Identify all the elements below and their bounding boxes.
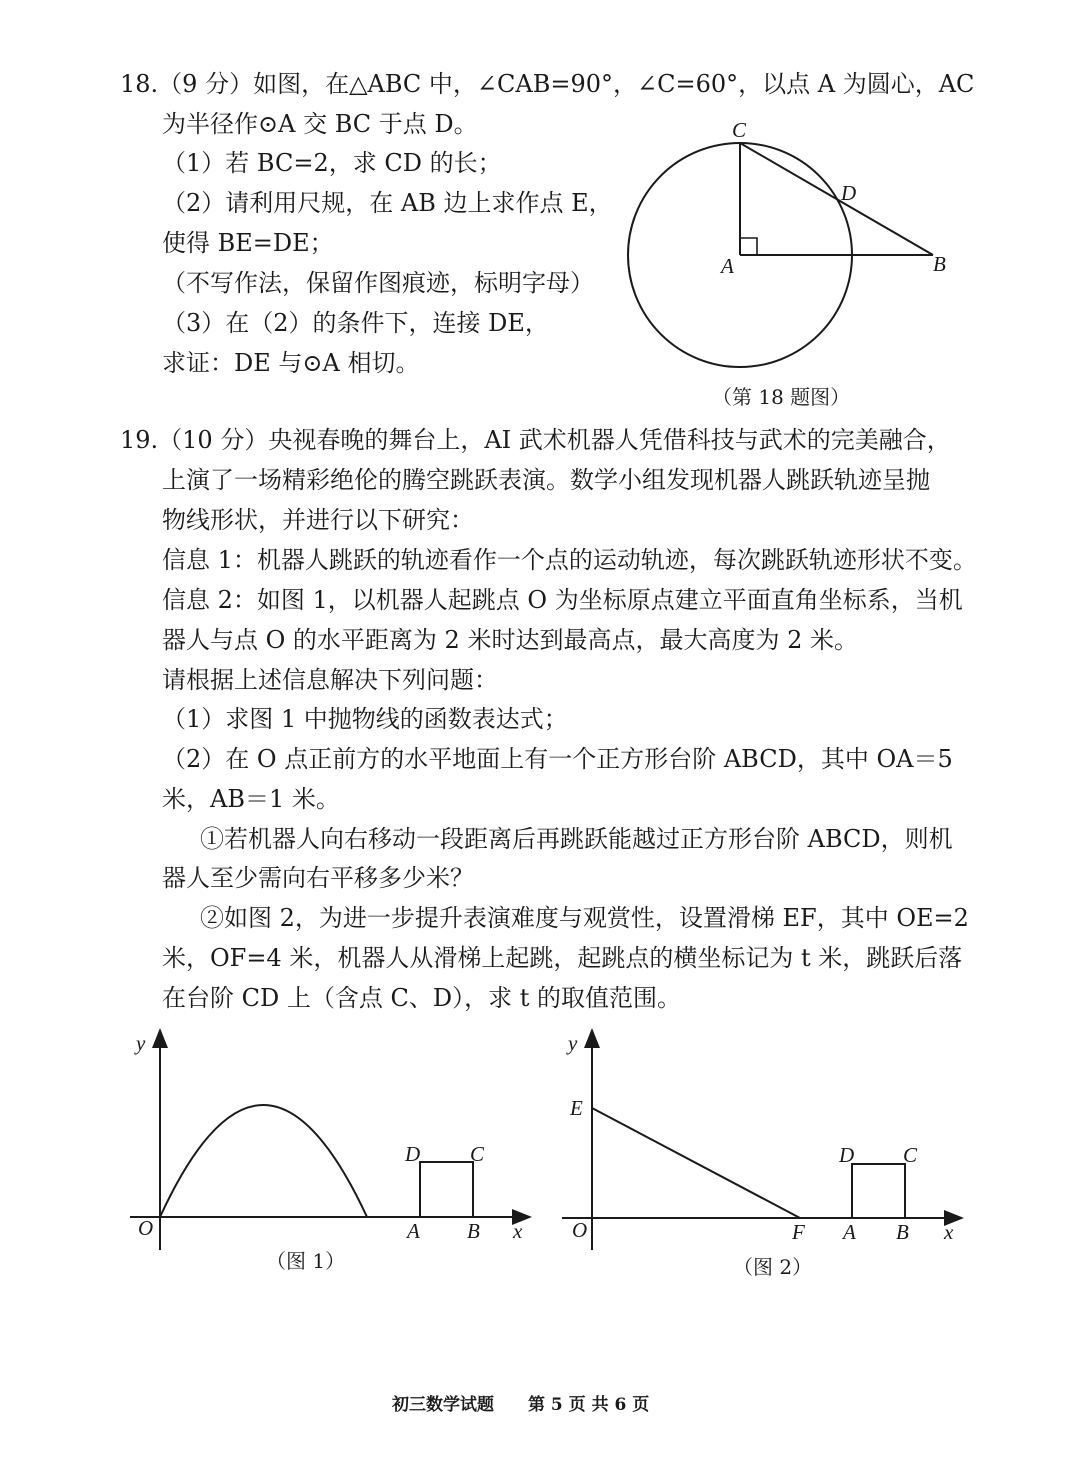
fig2-label-a: A	[843, 1220, 856, 1244]
fig1-label-d: D	[405, 1142, 421, 1166]
fig2-label-y: y	[568, 1031, 578, 1055]
q19-line-12: 器人至少需向右平移多少米？	[162, 864, 474, 892]
fig1-label-y: y	[136, 1031, 146, 1055]
q18-line-5: 使得 BE=DE；	[162, 229, 334, 257]
q18-figure-caption: （第 18 题图）	[712, 385, 851, 409]
step-square	[852, 1164, 905, 1218]
q19-line-15: 在台阶 CD 上（含点 C、D），求 t 的取值范围。	[162, 984, 681, 1012]
q19-line-11: ①若机器人向右移动一段距离后再跳跃能越过正方形台阶 ABCD，则机	[200, 825, 953, 853]
q19-line-5: 信息 2：如图 1，以机器人起跳点 O 为坐标原点建立平面直角坐标系，当机	[162, 586, 963, 614]
q18-line-8: 求证：DE 与⊙A 相切。	[162, 349, 420, 377]
fig2-label-e: E	[570, 1096, 583, 1120]
q19-line-6: 器人与点 O 的水平距离为 2 米时达到最高点，最大高度为 2 米。	[162, 626, 858, 654]
fig1-label-o: O	[138, 1216, 154, 1240]
fig2-label-c: C	[903, 1143, 918, 1167]
q19-figure-1-caption: （图 1）	[266, 1249, 346, 1273]
q19-line-4: 信息 1：机器人跳跃的轨迹看作一个点的运动轨迹，每次跳跃轨迹形状不变。	[162, 546, 977, 574]
fig1-label-x: x	[513, 1219, 523, 1243]
fig1-label-b: B	[467, 1219, 480, 1243]
q19-figure-2	[552, 1020, 972, 1260]
fig1-label-a: A	[407, 1219, 420, 1243]
label-a: A	[721, 254, 734, 278]
q18-figure	[600, 110, 960, 400]
page-footer: 初三数学试题 第 5 页 共 6 页	[392, 1395, 650, 1415]
fig2-label-d: D	[839, 1143, 855, 1167]
q19-line-14: 米，OF=4 米，机器人从滑梯上起跳，起跳点的横坐标记为 t 米，跳跃后落	[162, 944, 963, 972]
segment-cb	[740, 143, 933, 255]
fig2-label-f: F	[792, 1220, 805, 1244]
q18-line-1: 18.（9 分）如图，在△ABC 中，∠CAB=90°，∠C=60°，以点 A 为圆心，AC	[120, 70, 975, 98]
q19-line-9: （2）在 O 点正前方的水平地面上有一个正方形台阶 ABCD，其中 OA＝5	[162, 745, 953, 773]
q18-line-4: （2）请利用尺规，在 AB 边上求作点 E，	[162, 189, 613, 217]
label-c: C	[732, 118, 747, 142]
q19-line-2: 上演了一场精彩绝伦的腾空跳跃表演。数学小组发现机器人跳跃轨迹呈抛	[162, 466, 930, 494]
label-d: D	[841, 181, 857, 205]
q19-line-8: （1）求图 1 中抛物线的函数表达式；	[162, 705, 568, 733]
fig1-label-c: C	[470, 1142, 485, 1166]
q18-line-2: 为半径作⊙A 交 BC 于点 D。	[162, 110, 478, 138]
label-b: B	[933, 252, 946, 276]
slide-ef	[592, 1108, 800, 1218]
q19-figure-2-caption: （图 2）	[733, 1255, 813, 1279]
step-square	[420, 1162, 473, 1217]
fig2-label-b: B	[896, 1220, 909, 1244]
fig2-label-o: O	[572, 1218, 588, 1242]
q19-figure-1	[120, 1020, 540, 1260]
q18-line-3: （1）若 BC=2，求 CD 的长；	[162, 149, 502, 177]
q19-line-7: 请根据上述信息解决下列问题：	[162, 666, 498, 694]
q19-line-13: ②如图 2，为进一步提升表演难度与观赏性，设置滑梯 EF，其中 OE=2	[200, 904, 969, 932]
q19-line-10: 米，AB＝1 米。	[162, 785, 340, 813]
right-angle-mark	[740, 238, 757, 255]
q18-line-6: （不写作法，保留作图痕迹，标明字母）	[162, 269, 594, 297]
q18-line-7: （3）在（2）的条件下，连接 DE，	[162, 309, 549, 337]
q19-line-1: 19.（10 分）央视春晚的舞台上，AI 武术机器人凭借科技与武术的完美融合，	[120, 426, 951, 454]
parabola	[160, 1105, 367, 1217]
q19-line-3: 物线形状，并进行以下研究：	[162, 506, 474, 534]
fig2-label-x: x	[944, 1220, 954, 1244]
